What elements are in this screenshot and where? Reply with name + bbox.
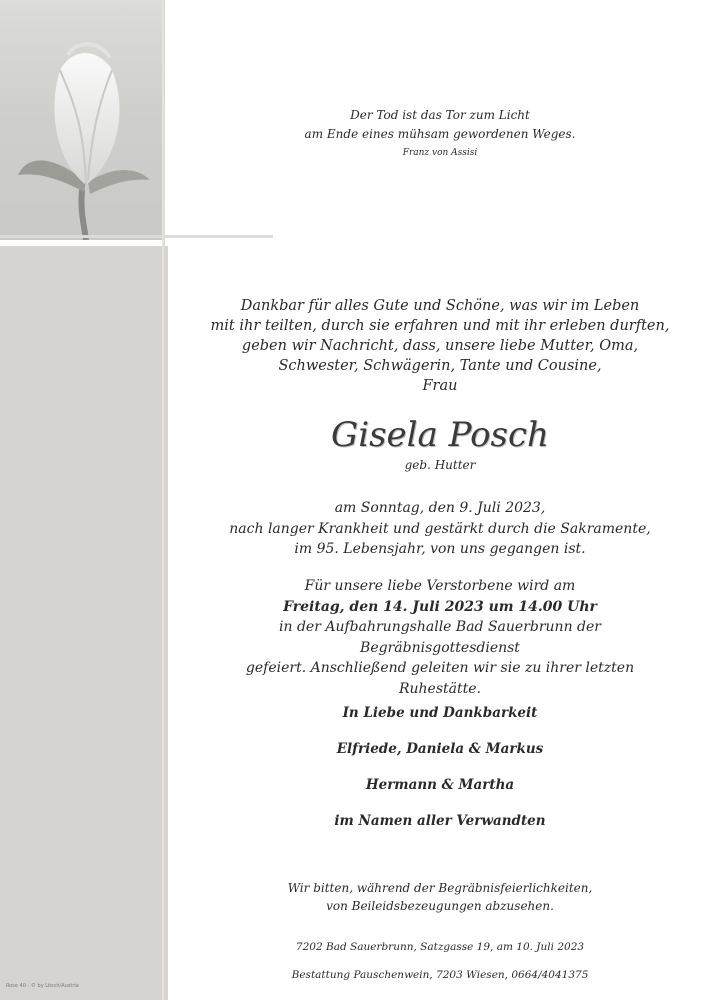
request-line: Wir bitten, während der Begräbnisfeierlichkeiten, <box>287 881 593 895</box>
intro-line: geben wir Nachricht, dass, unsere liebe Mutter, Oma, <box>241 338 639 354</box>
family-line: In Liebe und Dankbarkeit <box>342 705 538 721</box>
quote-line: Der Tod ist das Tor zum Licht <box>350 108 530 122</box>
intro-text <box>210 296 670 396</box>
intro-line: Dankbar für alles Gute und Schöne, was wir im Leben <box>240 298 640 314</box>
funeral-line: Für unsere liebe Verstorbene wird am <box>304 578 576 594</box>
funeral-line: in der Aufbahrungshalle Bad Sauerbrunn der Begräbnisgottesdienst <box>279 619 601 656</box>
intro-line: mit ihr teilten, durch sie erfahren und mit ihr erleben durften, <box>210 318 670 334</box>
quote-author: Franz von Assisi <box>402 148 478 158</box>
decorative-side-band <box>0 246 168 1000</box>
footer <box>210 933 670 989</box>
deceased-name: Gisela Posch <box>331 415 549 455</box>
footer-undertaker: Bestattung Pauschenwein, 7203 Wiesen, 0664/4041375 <box>291 969 589 981</box>
maiden-name: geb. Hutter <box>404 458 476 472</box>
intro-line: Frau <box>422 378 458 394</box>
vertical-rule <box>162 0 165 1000</box>
death-line: am Sonntag, den 9. Juli 2023, <box>334 500 546 516</box>
condolence-request <box>210 879 670 915</box>
quote-line: am Ende eines mühsam gewordenen Weges. <box>304 127 576 141</box>
family-line: Hermann & Martha <box>365 777 515 793</box>
family-line: im Namen aller Verwandten <box>334 813 546 829</box>
request-line: von Beileidsbezeugungen abzusehen. <box>326 899 554 913</box>
footer-address: 7202 Bad Sauerbrunn, Satzgasse 19, am 10. Juli 2023 <box>295 941 585 953</box>
intro-line: Schwester, Schwägerin, Tante und Cousine, <box>278 358 602 374</box>
death-line: nach langer Krankheit und gestärkt durch die Sakramente, <box>229 520 651 537</box>
horizontal-rule <box>0 235 273 238</box>
rose-image <box>0 0 165 240</box>
family-signature <box>210 703 670 847</box>
funeral-date: Freitag, den 14. Juli 2023 um 14.00 Uhr <box>283 598 597 615</box>
death-notice <box>210 498 670 560</box>
funeral-line: gefeiert. Anschließend geleiten wir sie zu ihrer letzten Ruhestätte. <box>245 660 635 697</box>
deceased-block <box>210 414 670 472</box>
death-line: im 95. Lebensjahr, von uns gegangen ist. <box>294 541 586 557</box>
funeral-notice <box>210 576 670 699</box>
image-copyright: Rose 40 - © by Lösch/Austria <box>6 983 79 989</box>
family-line: Elfriede, Daniela & Markus <box>336 741 544 757</box>
quote <box>210 106 670 163</box>
